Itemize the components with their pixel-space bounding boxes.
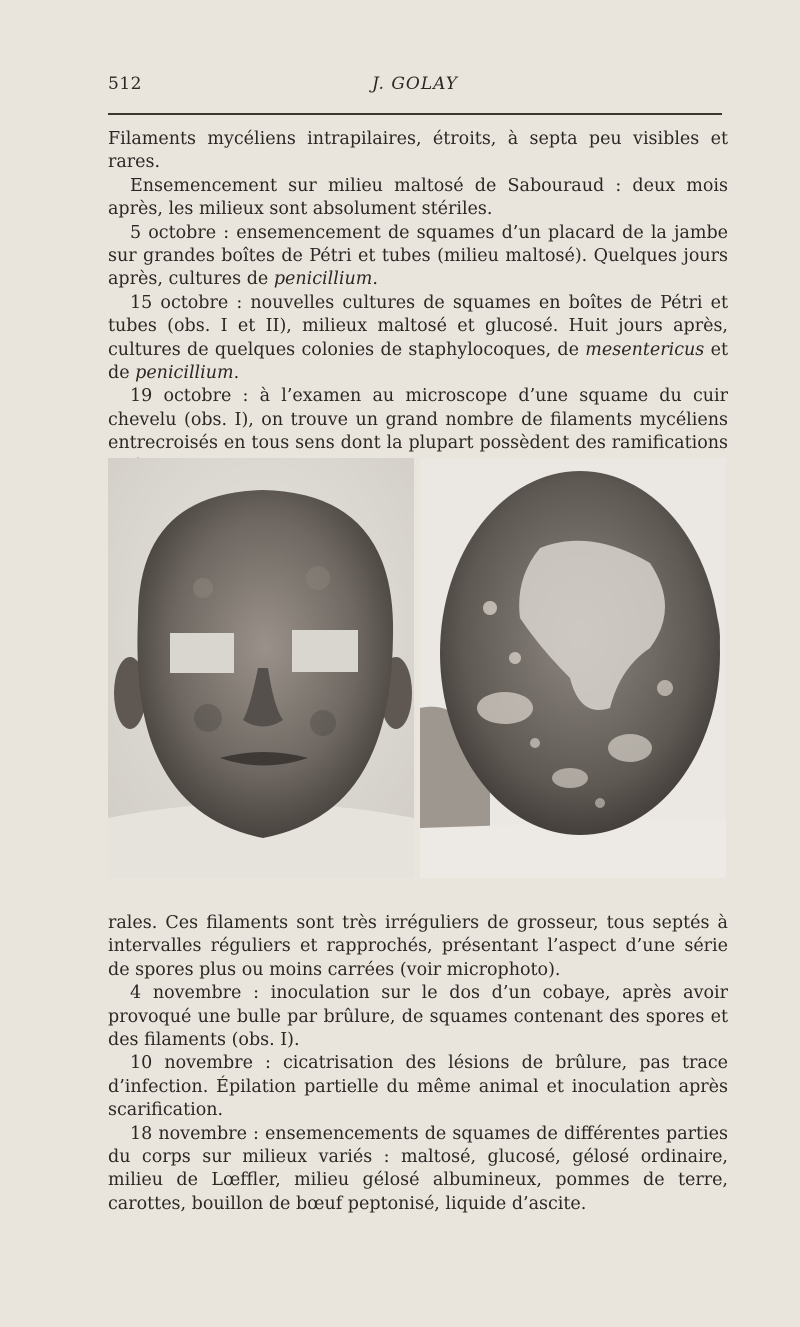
species-name: penicillium: [135, 363, 234, 384]
species-name: penicillium: [273, 269, 373, 290]
paragraph: Ensemencement sur milieu maltosé de Sabouraud : deux mois après, les milieux sont absolument stériles.: [108, 175, 728, 220]
paragraph: 18 novembre : ensemencements de squames de différentes parties du corps sur milieux variés : maltosé, glucosé, gélosé ordinaire, milieu de Lœffler, milieu gélosé albumineux, pommes de terre, carottes, bouillon de bœuf peptonisé, liquide d’ascite.: [108, 1123, 728, 1214]
paragraph: Filaments mycéliens intrapilaires, étroits, à septa peu visibles et rares.: [108, 129, 728, 173]
species-name: mesentericus: [585, 339, 705, 360]
text-block-bottom: [108, 912, 728, 1216]
photo-scalp-back-image: [420, 458, 726, 878]
photo-scalp-back: [420, 458, 726, 878]
paragraph: 15 octobre : nouvelles cultures de squames en boîtes de Pétri et tubes (obs. I et II), milieux maltosé et glucosé. Huit jours après, cultures de quelques colonies de staphylocoques, de mesentericus et de penicillium.: [108, 292, 728, 384]
running-head: J. GOLAY: [372, 74, 458, 94]
header-rule: [108, 113, 722, 115]
text-block-top: [108, 128, 728, 479]
paragraph: 10 novembre : cicatrisation des lésions de brûlure, pas trace d’infection. Épilation partielle du même animal et inoculation après scarification.: [108, 1053, 728, 1121]
page-number: 512: [108, 74, 142, 94]
photo-face-front-image: [108, 458, 414, 878]
photo-face-front: [108, 458, 414, 878]
paragraph: rales. Ces filaments sont très irréguliers de grosseur, tous septés à intervalles réguliers et rapprochés, présentant l’aspect d’une série de spores plus ou moins carrées (voir microphoto).: [108, 913, 728, 980]
paragraph: 5 octobre : ensemencement de squames d’un placard de la jambe sur grandes boîtes de Pétri et tubes (milieu maltosé). Quelques jours après, cultures de penicillium.: [108, 222, 728, 290]
paragraph: 4 novembre : inoculation sur le dos d’un cobaye, après avoir provoqué une bulle par brûlure, de squames contenant des spores et des filaments (obs. I).: [108, 983, 728, 1051]
page-header: [108, 74, 722, 104]
paragraph: 19 octobre : à l’examen au microscope d’une squame du cuir chevelu (obs. I), on trouve un grand nombre de filaments mycéliens entrecroisés en tous sens dont la plupart possèdent des ramifications: [108, 386, 728, 454]
